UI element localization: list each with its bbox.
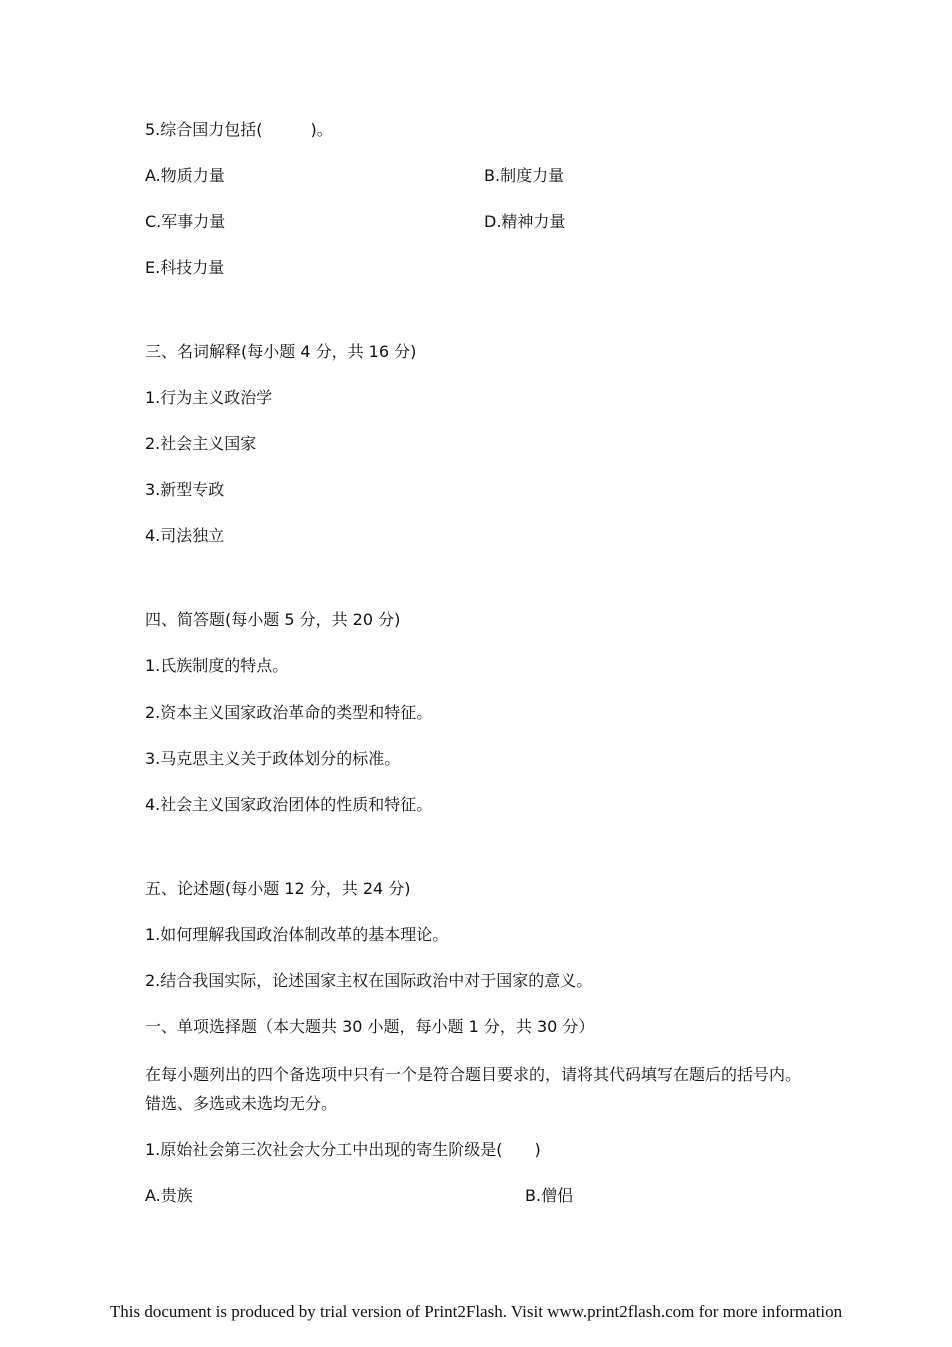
q5-option-b: B.制度力量 <box>484 166 565 185</box>
section4-item-4: 4.社会主义国家政治团体的性质和特征。 <box>145 795 433 814</box>
section1-q1-option-b: B.僧侣 <box>525 1186 574 1205</box>
section4-item-1: 1.氏族制度的特点。 <box>145 656 289 675</box>
section4-item-3: 3.马克思主义关于政体划分的标准。 <box>145 749 401 768</box>
section1-instructions: 在每小题列出的四个备选项中只有一个是符合题目要求的，请将其代码填写在题后的括号内。错选、多选或未选均无分。 <box>145 1065 802 1113</box>
section3-item-3: 3.新型专政 <box>145 480 225 499</box>
q5-option-e: E.科技力量 <box>145 258 225 277</box>
section3-item-1: 1.行为主义政治学 <box>145 388 273 407</box>
section1-q1-option-a: A.贵族 <box>145 1186 193 1205</box>
trial-version-footer: This document is produced by trial version of Print2Flash. Visit www.print2flash.com for more information <box>109 1302 843 1321</box>
section5-heading: 五、论述题(每小题 12 分，共 24 分) <box>145 879 411 898</box>
q5-option-c: C.军事力量 <box>145 212 226 231</box>
q5-option-d: D.精神力量 <box>484 212 566 231</box>
section3-heading: 三、名词解释(每小题 4 分，共 16 分) <box>145 342 417 361</box>
section5-item-2: 2.结合我国实际，论述国家主权在国际政治中对于国家的意义。 <box>145 971 593 990</box>
section1-q1-stem: 1.原始社会第三次社会大分工中出现的寄生阶级是( ) <box>145 1140 541 1159</box>
q5-option-a: A.物质力量 <box>145 166 225 185</box>
section1-heading: 一、单项选择题（本大题共 30 小题，每小题 1 分，共 30 分） <box>145 1017 595 1036</box>
section4-item-2: 2.资本主义国家政治革命的类型和特征。 <box>145 703 433 722</box>
section5-item-1: 1.如何理解我国政治体制改革的基本理论。 <box>145 925 449 944</box>
section4-heading: 四、简答题(每小题 5 分，共 20 分) <box>145 610 401 629</box>
q5-stem: 5.综合国力包括( )。 <box>145 120 333 139</box>
section3-item-4: 4.司法独立 <box>145 526 225 545</box>
section3-item-2: 2.社会主义国家 <box>145 434 257 453</box>
